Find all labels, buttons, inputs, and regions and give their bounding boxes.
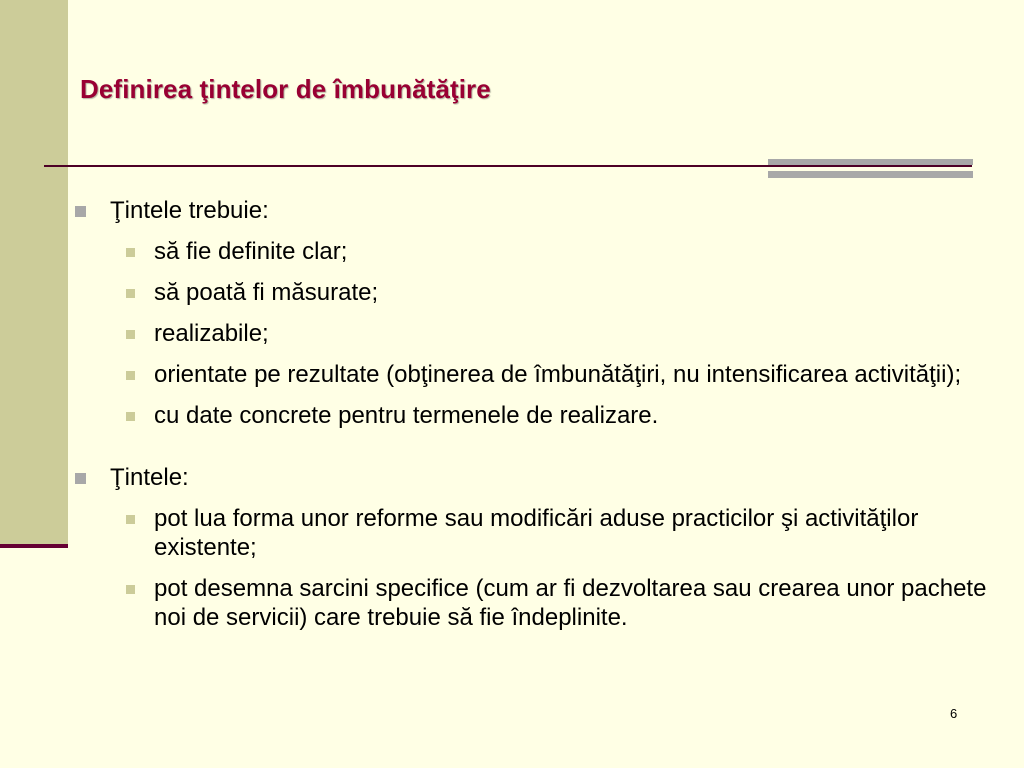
slide-content <box>72 196 992 644</box>
accent-bar-bottom <box>768 171 973 178</box>
list-item <box>72 401 992 430</box>
square-bullet-icon <box>75 206 86 217</box>
accent-bar-top <box>768 159 973 165</box>
square-bullet-icon <box>126 412 135 421</box>
list-item-text: să poată fi măsurate; <box>154 279 379 306</box>
section-heading <box>72 196 992 225</box>
square-bullet-icon <box>126 371 135 380</box>
list-item-text: pot lua forma unor reforme sau modificări aduse practicilor şi activităţilor existente; <box>154 505 919 561</box>
page-number: 6 <box>950 706 958 721</box>
list-item-text: pot desemna sarcini specifice (cum ar fi dezvoltarea sau crearea unor pachete noi de servicii) care trebuie să fie îndeplinite. <box>154 575 987 631</box>
section-heading <box>72 463 992 492</box>
square-bullet-icon <box>126 585 135 594</box>
square-bullet-icon <box>126 330 135 339</box>
slide-title: Definirea ţintelor de îmbunătăţire <box>80 74 491 104</box>
list-item <box>72 574 992 632</box>
section-heading-text: Ţintele: <box>110 464 189 491</box>
square-bullet-icon <box>75 473 86 484</box>
section-heading-text: Ţintele trebuie: <box>110 197 269 224</box>
section-spacer <box>72 442 992 463</box>
left-decorative-band <box>0 0 68 548</box>
left-band-underline <box>0 544 68 548</box>
list-item <box>72 360 992 389</box>
list-item <box>72 278 992 307</box>
square-bullet-icon <box>126 248 135 257</box>
square-bullet-icon <box>126 289 135 298</box>
list-item-text: orientate pe rezultate (obţinerea de îmbunătăţiri, nu intensificarea activităţii); <box>154 361 962 388</box>
list-item <box>72 504 992 562</box>
title-divider-line <box>44 165 972 167</box>
square-bullet-icon <box>126 515 135 524</box>
list-item <box>72 237 992 266</box>
list-item-text: cu date concrete pentru termenele de realizare. <box>154 402 659 429</box>
list-item-text: realizabile; <box>154 320 269 347</box>
list-item <box>72 319 992 348</box>
list-item-text: să fie definite clar; <box>154 238 348 265</box>
